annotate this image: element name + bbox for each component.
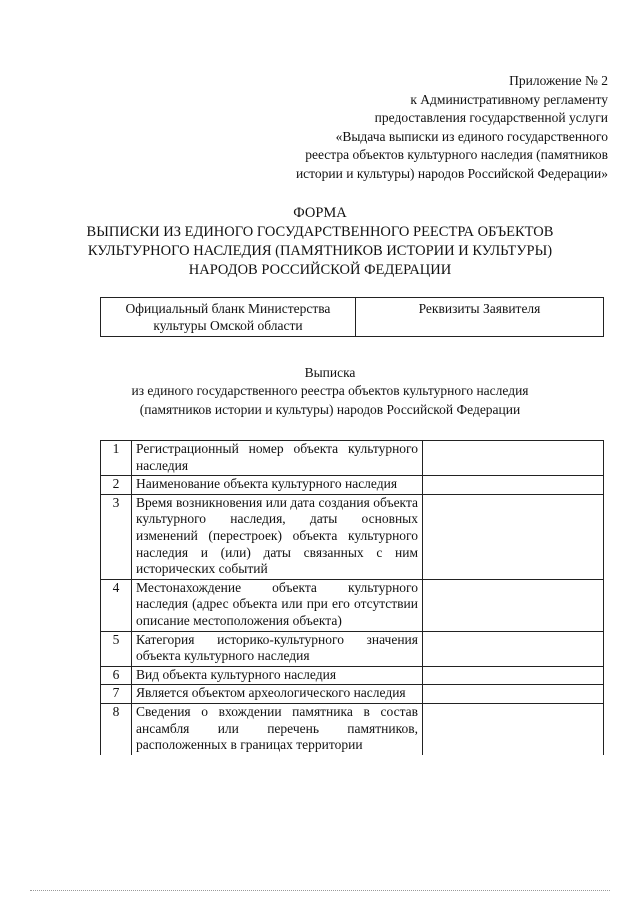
row-label: Время возникновения или дата создания объекта культурного наследия, даты основных изменений (перестроек) объекта культурного наследия и (или) даты связанных с ним исторических событий xyxy=(132,494,423,579)
row-number: 8 xyxy=(101,703,132,754)
row-value xyxy=(423,631,604,666)
official-letterhead-cell: Официальный бланк Министерства культуры Омской области xyxy=(101,298,356,337)
table-row xyxy=(101,631,604,666)
table-row xyxy=(101,703,604,754)
form-title-line: ФОРМА xyxy=(293,205,347,221)
form-title-line: ВЫПИСКИ ИЗ ЕДИНОГО ГОСУДАРСТВЕННОГО РЕЕСТРА ОБЪЕКТОВ xyxy=(86,224,554,240)
applicant-details-cell: Реквизиты Заявителя xyxy=(356,298,604,337)
extract-heading xyxy=(60,364,600,419)
table-row xyxy=(101,476,604,495)
appendix-line: реестра объектов культурного наследия (памятников xyxy=(305,147,608,163)
extract-heading-line: из единого государственного реестра объектов культурного наследия xyxy=(131,383,529,399)
table-row xyxy=(101,494,604,579)
row-label: Является объектом археологического наследия xyxy=(132,685,423,704)
appendix-line: истории и культуры) народов Российской Федерации» xyxy=(295,165,608,181)
appendix-line: Приложение № 2 xyxy=(509,73,608,88)
row-number: 5 xyxy=(101,631,132,666)
row-number: 7 xyxy=(101,685,132,704)
row-value xyxy=(423,685,604,704)
row-value xyxy=(423,579,604,631)
row-number: 3 xyxy=(101,494,132,579)
row-label: Сведения о вхождении памятника в состав ансамбля или перечень памятников, расположенных в границах территории xyxy=(132,703,423,754)
row-number: 2 xyxy=(101,476,132,495)
row-label: Наименование объекта культурного наследия xyxy=(132,476,423,495)
appendix-line: предоставления государственной услуги xyxy=(374,110,608,126)
table-row xyxy=(101,685,604,704)
row-number: 4 xyxy=(101,579,132,631)
table-row xyxy=(101,579,604,631)
form-title-line: КУЛЬТУРНОГО НАСЛЕДИЯ (ПАМЯТНИКОВ ИСТОРИИ И КУЛЬТУРЫ) xyxy=(87,243,553,259)
extract-heading-line: Выписка xyxy=(304,365,356,380)
form-title-line: НАРОДОВ РОССИЙСКОЙ ФЕДЕРАЦИИ xyxy=(188,262,452,278)
info-table xyxy=(100,297,604,337)
row-value xyxy=(423,703,604,754)
info-table-row xyxy=(101,298,604,337)
row-label: Местонахождение объекта культурного наследия (адрес объекта или при его отсутствии описание местоположения объекта) xyxy=(132,579,423,631)
table-row xyxy=(101,666,604,685)
row-number: 6 xyxy=(101,666,132,685)
row-number: 1 xyxy=(101,441,132,476)
row-value xyxy=(423,666,604,685)
row-value xyxy=(423,476,604,495)
row-value xyxy=(423,494,604,579)
appendix-header xyxy=(188,72,608,184)
row-value xyxy=(423,441,604,476)
scan-footer-artifact xyxy=(30,890,610,892)
row-label: Вид объекта культурного наследия xyxy=(132,666,423,685)
appendix-line: «Выдача выписки из единого государственного xyxy=(335,128,608,144)
row-label: Категория историко-культурного значения объекта культурного наследия xyxy=(132,631,423,666)
table-row xyxy=(101,441,604,476)
extract-heading-line: (памятников истории и культуры) народов Российской Федерации xyxy=(139,401,521,417)
row-label: Регистрационный номер объекта культурного наследия xyxy=(132,441,423,476)
register-table xyxy=(100,440,604,755)
form-title xyxy=(60,204,580,280)
appendix-line: к Административному регламенту xyxy=(410,91,608,107)
